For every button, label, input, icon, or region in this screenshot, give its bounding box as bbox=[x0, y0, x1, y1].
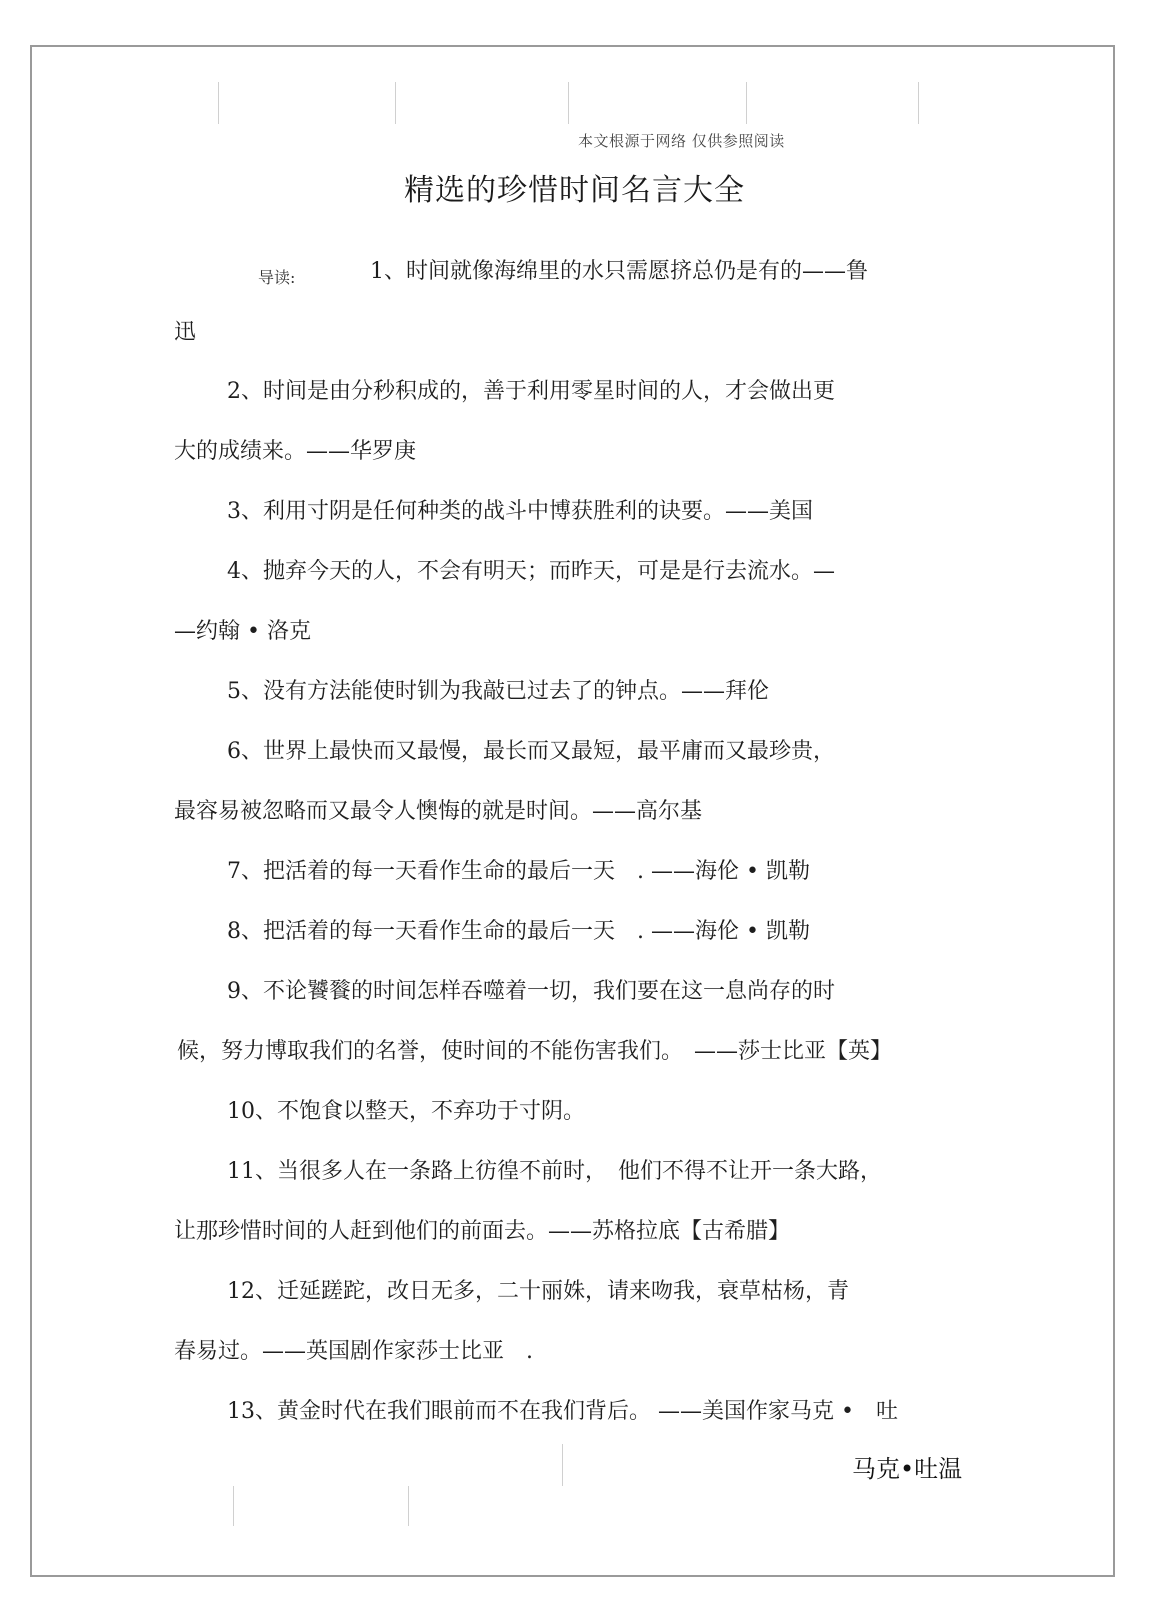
quote-line: —约翰 • 洛克 bbox=[174, 619, 311, 644]
quote-line: 10、不饱食以整天，不弃功于寸阴。 bbox=[227, 1099, 585, 1124]
author-signature: 马克•吐温 bbox=[852, 1455, 963, 1483]
quote-line: 迅 bbox=[174, 320, 197, 345]
quote-line: 13、黄金时代在我们眼前而不在我们背后。 ——美国作家马克 • 吐 bbox=[227, 1399, 898, 1424]
footer-tick bbox=[233, 1486, 234, 1526]
quote-line: 让那珍惜时间的人赶到他们的前面去。——苏格拉底【古希腊】 bbox=[174, 1219, 791, 1244]
quote-line: 3、利用寸阴是任何种类的战斗中博获胜利的诀要。——美国 bbox=[227, 499, 813, 524]
quote-line: 1、时间就像海绵里的水只需愿挤总仍是有的——鲁 bbox=[370, 259, 868, 284]
footer-tick bbox=[562, 1444, 563, 1486]
header-tick bbox=[918, 82, 919, 124]
quote-line: 大的成绩来。——华罗庚 bbox=[174, 439, 417, 464]
quote-line: 8、把活着的每一天看作生命的最后一天 . ——海伦 • 凯勒 bbox=[227, 919, 810, 944]
footer-tick bbox=[408, 1486, 409, 1526]
header-tick bbox=[746, 82, 747, 124]
source-note: 本文根源于网络 仅供参照阅读 bbox=[578, 132, 785, 150]
quote-line: 候，努力博取我们的名誉，使时间的不能伤害我们。 ——莎士比亚【英】 bbox=[177, 1039, 893, 1064]
quote-line: 春易过。——英国剧作家莎士比亚 . bbox=[174, 1339, 533, 1364]
guide-label: 导读: bbox=[258, 268, 296, 287]
header-tick bbox=[218, 82, 219, 124]
quote-line: 11、当很多人在一条路上彷徨不前时， 他们不得不让开一条大路， bbox=[227, 1159, 882, 1184]
quote-line: 9、不论饕餮的时间怎样吞噬着一切，我们要在这一息尚存的时 bbox=[227, 979, 835, 1004]
quote-line: 12、迁延蹉跎，改日无多，二十丽姝，请来吻我，衰草枯杨，青 bbox=[227, 1279, 849, 1304]
quote-line: 最容易被忽略而又最令人懊悔的就是时间。——高尔基 bbox=[174, 799, 703, 824]
quote-line: 5、没有方法能使时钏为我敲已过去了的钟点。——拜伦 bbox=[227, 679, 769, 704]
header-tick bbox=[568, 82, 569, 124]
header-tick bbox=[395, 82, 396, 124]
quote-line: 6、世界上最快而又最慢，最长而又最短，最平庸而又最珍贵， bbox=[227, 739, 835, 764]
quote-line: 4、抛弃今天的人，不会有明天；而昨天，可是是行去流水。— bbox=[227, 559, 835, 584]
page-title: 精选的珍惜时间名言大全 bbox=[404, 173, 745, 208]
quote-line: 2、时间是由分秒积成的，善于利用零星时间的人，才会做出更 bbox=[227, 379, 835, 404]
quote-line: 7、把活着的每一天看作生命的最后一天 . ——海伦 • 凯勒 bbox=[227, 859, 810, 884]
